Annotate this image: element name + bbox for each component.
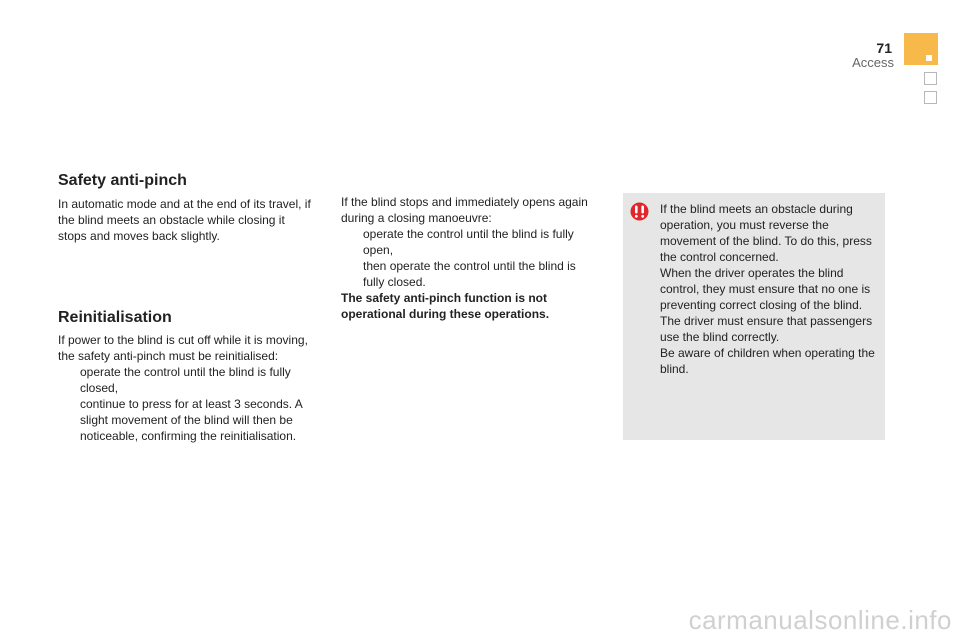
bullet-icon [341, 258, 363, 290]
tab-marker [926, 55, 932, 61]
bullet-icon [341, 226, 363, 258]
list-item-text: operate the control until the blind is fully closed, [80, 365, 291, 395]
list-item [341, 226, 599, 258]
warning-paragraph: When the driver operates the blind control, they must ensure that no one is preventing correct closing of the blind. [660, 266, 871, 312]
list-item-text: then operate the control until the blind is fully closed. [363, 259, 576, 289]
exclamation-warning-icon [630, 202, 649, 221]
bullet-icon [58, 364, 80, 396]
list-item [341, 258, 599, 290]
reinit-paragraph [58, 332, 320, 444]
safety-heading: Safety anti-pinch [58, 172, 187, 189]
warning-paragraph: If the blind meets an obstacle during operation, you must reverse the movement of the blind. To do this, press the control concerned. [660, 202, 872, 264]
middle-intro: If the blind stops and immediately opens again during a closing manoeuvre: [341, 195, 588, 225]
list-item [58, 364, 320, 396]
list-item [58, 396, 320, 444]
section-name: Access [852, 55, 894, 70]
page-number: 71 [876, 40, 892, 56]
middle-note: The safety anti-pinch function is not operational during these operations. [341, 291, 550, 321]
section-tab [924, 91, 937, 104]
warning-paragraph: Be aware of children when operating the blind. [660, 346, 875, 376]
list-item-text: operate the control until the blind is fully open, [363, 227, 574, 257]
warning-text [660, 201, 882, 377]
warning-paragraph: The driver must ensure that passengers use the blind correctly. [660, 314, 873, 344]
safety-body: In automatic mode and at the end of its travel, if the blind meets an obstacle while closing it stops and moves back slightly. [58, 197, 311, 243]
footer-watermark: carmanualsonline.info [688, 605, 952, 635]
list-item-text: continue to press for at least 3 seconds. A slight movement of the blind will then be noticeable, confirming the reinitialisation. [80, 397, 303, 443]
reinit-heading: Reinitialisation [58, 309, 172, 326]
section-tab-active [904, 33, 938, 65]
section-tab [924, 72, 937, 85]
safety-paragraph [58, 196, 316, 244]
middle-paragraph [341, 194, 599, 322]
warning-box [623, 193, 885, 440]
reinit-intro: If power to the blind is cut off while it is moving, the safety anti-pinch must be reinitialised: [58, 333, 308, 363]
bullet-icon [58, 396, 80, 444]
